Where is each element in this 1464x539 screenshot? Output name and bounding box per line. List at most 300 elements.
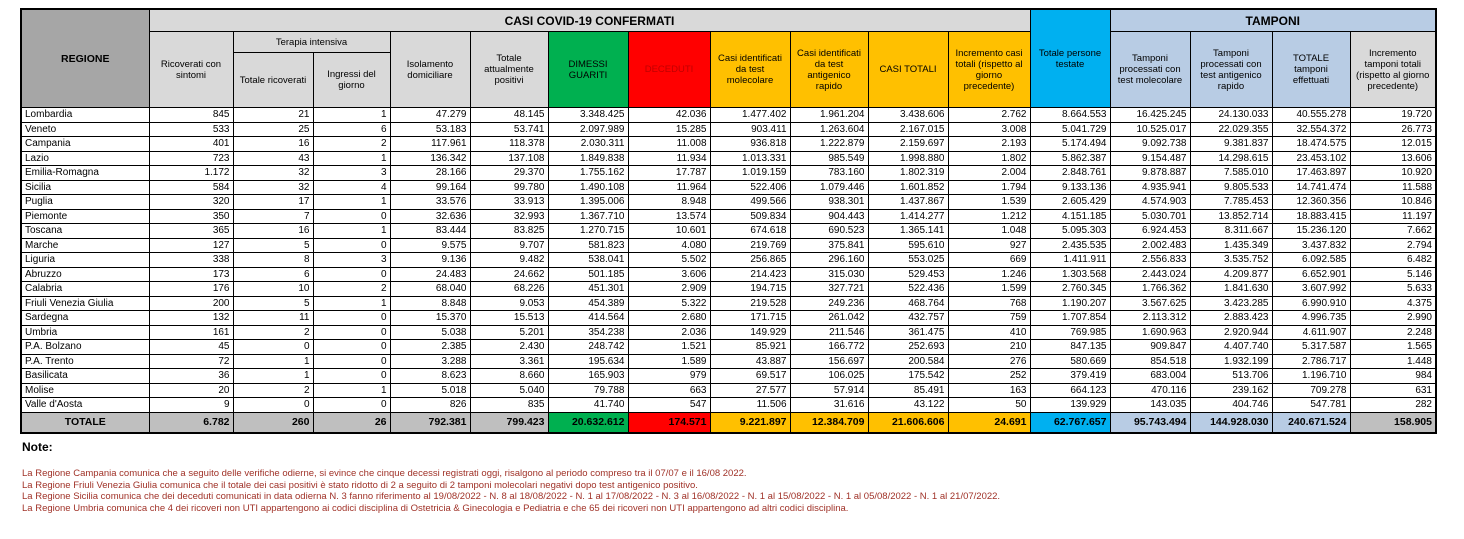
value-cell: 4.996.735 xyxy=(1272,311,1350,326)
table-row xyxy=(21,398,1436,413)
value-cell: 29.370 xyxy=(470,166,548,181)
value-cell: 53.183 xyxy=(390,122,470,137)
value-cell: 48.145 xyxy=(470,108,548,123)
value-cell: 909.847 xyxy=(1110,340,1190,355)
value-cell: 522.406 xyxy=(710,180,790,195)
value-cell: 2.167.015 xyxy=(868,122,948,137)
header-tamponi-molecolare: Tamponi processati con test molecolare xyxy=(1110,32,1190,108)
value-cell: 1.414.277 xyxy=(868,209,948,224)
value-cell: 5.040 xyxy=(470,383,548,398)
value-cell: 904.443 xyxy=(790,209,868,224)
value-cell: 1.932.199 xyxy=(1190,354,1272,369)
header-totale-persone-testate: Totale persone testate xyxy=(1030,9,1110,108)
note-line: La Regione Campania comunica che a seguito delle verifiche odierne, si evince che cinque decessi registrati oggi, risalgono al periodo compreso tra il 07/07 e il 16/08 2022. xyxy=(22,468,747,479)
region-name-cell: Molise xyxy=(21,383,149,398)
value-cell: 210 xyxy=(948,340,1030,355)
region-name-cell: Lombardia xyxy=(21,108,149,123)
value-cell: 2.605.429 xyxy=(1030,195,1110,210)
value-cell: 2.760.345 xyxy=(1030,282,1110,297)
value-cell: 4.611.907 xyxy=(1272,325,1350,340)
value-cell: 1.019.159 xyxy=(710,166,790,181)
table-row xyxy=(21,224,1436,239)
value-cell: 99.164 xyxy=(390,180,470,195)
region-name-cell: P.A. Trento xyxy=(21,354,149,369)
value-cell: 938.301 xyxy=(790,195,868,210)
table-row xyxy=(21,195,1436,210)
table-row xyxy=(21,180,1436,195)
value-cell: 826 xyxy=(390,398,470,413)
value-cell: 522.436 xyxy=(868,282,948,297)
region-name-cell: Marche xyxy=(21,238,149,253)
value-cell: 320 xyxy=(149,195,233,210)
value-cell: 2.159.697 xyxy=(868,137,948,152)
value-cell: 7.585.010 xyxy=(1190,166,1272,181)
value-cell: 903.411 xyxy=(710,122,790,137)
header-terapia-intensiva: Terapia intensiva xyxy=(233,32,390,53)
note-line: La Regione Umbria comunica che 4 dei ricoveri non UTI appartengono ai codici disciplina di Ostetricia & Ginecologia e Pediatria e che 65 dei ricoveri non UTI appartengono ad altri codici disciplina. xyxy=(22,502,849,514)
value-cell: 5.502 xyxy=(628,253,710,268)
value-cell: 470.116 xyxy=(1110,383,1190,398)
value-cell: 513.706 xyxy=(1190,369,1272,384)
table-row xyxy=(21,325,1436,340)
value-cell: 42.036 xyxy=(628,108,710,123)
value-cell: 379.419 xyxy=(1030,369,1110,384)
region-name-cell: Toscana xyxy=(21,224,149,239)
value-cell: 7.785.453 xyxy=(1190,195,1272,210)
region-name-cell: Campania xyxy=(21,137,149,152)
value-cell: 1.539 xyxy=(948,195,1030,210)
value-cell: 9.136 xyxy=(390,253,470,268)
region-name-cell: Emilia-Romagna xyxy=(21,166,149,181)
value-cell: 3.348.425 xyxy=(548,108,628,123)
value-cell: 15.285 xyxy=(628,122,710,137)
value-cell: 3.361 xyxy=(470,354,548,369)
value-cell: 2.883.423 xyxy=(1190,311,1272,326)
value-cell: 214.423 xyxy=(710,267,790,282)
value-cell: 5.322 xyxy=(628,296,710,311)
value-cell: 252 xyxy=(948,369,1030,384)
value-cell: 17 xyxy=(233,195,313,210)
value-cell: 2.786.717 xyxy=(1272,354,1350,369)
value-cell: 16.425.245 xyxy=(1110,108,1190,123)
value-cell: 21 xyxy=(233,108,313,123)
value-cell: 1.437.867 xyxy=(868,195,948,210)
value-cell: 723 xyxy=(149,151,233,166)
value-cell: 2.097.989 xyxy=(548,122,628,137)
value-cell: 1.961.204 xyxy=(790,108,868,123)
value-cell: 2.193 xyxy=(948,137,1030,152)
value-cell: 6 xyxy=(313,122,390,137)
value-cell: 17.787 xyxy=(628,166,710,181)
region-name-cell: Piemonte xyxy=(21,209,149,224)
value-cell: 769.985 xyxy=(1030,325,1110,340)
table-row xyxy=(21,253,1436,268)
value-cell: 2.430 xyxy=(470,340,548,355)
value-cell: 3.423.285 xyxy=(1190,296,1272,311)
value-cell: 1.565 xyxy=(1350,340,1436,355)
value-cell: 11.008 xyxy=(628,137,710,152)
value-cell: 261.042 xyxy=(790,311,868,326)
value-cell: 7 xyxy=(233,209,313,224)
value-cell: 1.521 xyxy=(628,340,710,355)
value-cell: 768 xyxy=(948,296,1030,311)
value-cell: 72 xyxy=(149,354,233,369)
header-incremento-casi: Incremento casi totali (rispetto al giorno precedente) xyxy=(948,32,1030,108)
table-row xyxy=(21,151,1436,166)
value-cell: 24.691 xyxy=(948,412,1030,433)
value-cell: 3.535.752 xyxy=(1190,253,1272,268)
value-cell: 663 xyxy=(628,383,710,398)
value-cell: 1.435.349 xyxy=(1190,238,1272,253)
region-name-cell: Sardegna xyxy=(21,311,149,326)
value-cell: 1.395.006 xyxy=(548,195,628,210)
value-cell: 690.523 xyxy=(790,224,868,239)
value-cell: 24.483 xyxy=(390,267,470,282)
value-cell: 5.095.303 xyxy=(1030,224,1110,239)
value-cell: 144.928.030 xyxy=(1190,412,1272,433)
value-cell: 16 xyxy=(233,224,313,239)
value-cell: 936.818 xyxy=(710,137,790,152)
value-cell: 9.878.887 xyxy=(1110,166,1190,181)
value-cell: 1.490.108 xyxy=(548,180,628,195)
table-row xyxy=(21,166,1436,181)
value-cell: 239.162 xyxy=(1190,383,1272,398)
value-cell: 3.438.606 xyxy=(868,108,948,123)
value-cell: 0 xyxy=(313,209,390,224)
value-cell: 149.929 xyxy=(710,325,790,340)
value-cell: 33.576 xyxy=(390,195,470,210)
value-cell: 249.236 xyxy=(790,296,868,311)
value-cell: 1.849.838 xyxy=(548,151,628,166)
value-cell: 47.279 xyxy=(390,108,470,123)
value-cell: 15.513 xyxy=(470,311,548,326)
value-cell: 847.135 xyxy=(1030,340,1110,355)
value-cell: 3.008 xyxy=(948,122,1030,137)
value-cell: 4.209.877 xyxy=(1190,267,1272,282)
value-cell: 1.998.880 xyxy=(868,151,948,166)
value-cell: 9.092.738 xyxy=(1110,137,1190,152)
table-row xyxy=(21,311,1436,326)
header-ricoverati-sintomi: Ricoverati con sintomi xyxy=(149,32,233,108)
value-cell: 117.961 xyxy=(390,137,470,152)
value-cell: 16 xyxy=(233,137,313,152)
value-cell: 1.196.710 xyxy=(1272,369,1350,384)
value-cell: 5.317.587 xyxy=(1272,340,1350,355)
value-cell: 2 xyxy=(313,137,390,152)
value-cell: 2.004 xyxy=(948,166,1030,181)
value-cell: 669 xyxy=(948,253,1030,268)
value-cell: 2.556.833 xyxy=(1110,253,1190,268)
value-cell: 3.437.832 xyxy=(1272,238,1350,253)
value-cell: 10 xyxy=(233,282,313,297)
value-cell: 6.782 xyxy=(149,412,233,433)
value-cell: 315.030 xyxy=(790,267,868,282)
value-cell: 9.133.136 xyxy=(1030,180,1110,195)
value-cell: 1.246 xyxy=(948,267,1030,282)
value-cell: 12.015 xyxy=(1350,137,1436,152)
table-row xyxy=(21,122,1436,137)
value-cell: 631 xyxy=(1350,383,1436,398)
region-name-cell: Basilicata xyxy=(21,369,149,384)
value-cell: 40.555.278 xyxy=(1272,108,1350,123)
value-cell: 2.030.311 xyxy=(548,137,628,152)
value-cell: 595.610 xyxy=(868,238,948,253)
value-cell: 1.477.402 xyxy=(710,108,790,123)
value-cell: 26 xyxy=(313,412,390,433)
note-line: La Regione Sicilia comunica che dei deceduti comunicati in data odierna N. 3 fanno riferimento al 19/08/2022 - N. 8 al 18/08/2022 - N. 1 al 17/08/2022 - N. 3 al 16/08/2022 - N. 1 al 15/08/2022 - N. 1 al 05/08/2022 - N. 1 al 21/07/2022. xyxy=(22,491,1001,502)
value-cell: 194.715 xyxy=(710,282,790,297)
value-cell: 361.475 xyxy=(868,325,948,340)
value-cell: 0 xyxy=(313,238,390,253)
value-cell: 1 xyxy=(233,369,313,384)
value-cell: 6.924.453 xyxy=(1110,224,1190,239)
value-cell: 240.671.524 xyxy=(1272,412,1350,433)
value-cell: 5.038 xyxy=(390,325,470,340)
value-cell: 28.166 xyxy=(390,166,470,181)
table-row xyxy=(21,238,1436,253)
value-cell: 985.549 xyxy=(790,151,868,166)
value-cell: 45 xyxy=(149,340,233,355)
value-cell: 173 xyxy=(149,267,233,282)
value-cell: 21.606.606 xyxy=(868,412,948,433)
value-cell: 43 xyxy=(233,151,313,166)
notes-lines xyxy=(22,468,1442,514)
value-cell: 200 xyxy=(149,296,233,311)
value-cell: 0 xyxy=(313,311,390,326)
value-cell: 2.113.312 xyxy=(1110,311,1190,326)
value-cell: 161 xyxy=(149,325,233,340)
value-cell: 6.092.585 xyxy=(1272,253,1350,268)
value-cell: 25 xyxy=(233,122,313,137)
value-cell: 9.154.487 xyxy=(1110,151,1190,166)
value-cell: 9.707 xyxy=(470,238,548,253)
value-cell: 674.618 xyxy=(710,224,790,239)
value-cell: 547 xyxy=(628,398,710,413)
value-cell: 9.575 xyxy=(390,238,470,253)
value-cell: 8.660 xyxy=(470,369,548,384)
value-cell: 547.781 xyxy=(1272,398,1350,413)
value-cell: 709.278 xyxy=(1272,383,1350,398)
table-row xyxy=(21,282,1436,297)
value-cell: 1.079.446 xyxy=(790,180,868,195)
value-cell: 15.236.120 xyxy=(1272,224,1350,239)
table-row xyxy=(21,383,1436,398)
value-cell: 4.151.185 xyxy=(1030,209,1110,224)
value-cell: 538.041 xyxy=(548,253,628,268)
table-row xyxy=(21,108,1436,123)
value-cell: 1 xyxy=(313,195,390,210)
value-cell: 127 xyxy=(149,238,233,253)
value-cell: 1 xyxy=(313,224,390,239)
header-totale-attualmente-positivi: Totale attualmente positivi xyxy=(470,32,548,108)
value-cell: 5.146 xyxy=(1350,267,1436,282)
value-cell: 13.574 xyxy=(628,209,710,224)
value-cell: 3 xyxy=(313,166,390,181)
value-cell: 118.378 xyxy=(470,137,548,152)
value-cell: 2.762 xyxy=(948,108,1030,123)
value-cell: 792.381 xyxy=(390,412,470,433)
value-cell: 200.584 xyxy=(868,354,948,369)
value-cell: 10.601 xyxy=(628,224,710,239)
value-cell: 171.715 xyxy=(710,311,790,326)
value-cell: 979 xyxy=(628,369,710,384)
value-cell: 1.589 xyxy=(628,354,710,369)
value-cell: 5.201 xyxy=(470,325,548,340)
value-cell: 1.841.630 xyxy=(1190,282,1272,297)
value-cell: 6 xyxy=(233,267,313,282)
header-totale-ricoverati: Totale ricoverati xyxy=(233,53,313,108)
value-cell: 18.474.575 xyxy=(1272,137,1350,152)
value-cell: 414.564 xyxy=(548,311,628,326)
value-cell: 683.004 xyxy=(1110,369,1190,384)
value-cell: 1.802.319 xyxy=(868,166,948,181)
value-cell: 5.862.387 xyxy=(1030,151,1110,166)
value-cell: 1.222.879 xyxy=(790,137,868,152)
value-cell: 499.566 xyxy=(710,195,790,210)
header-totale-tamponi: TOTALE tamponi effettuati xyxy=(1272,32,1350,108)
value-cell: 219.769 xyxy=(710,238,790,253)
value-cell: 27.577 xyxy=(710,383,790,398)
table-row xyxy=(21,209,1436,224)
region-name-cell: Puglia xyxy=(21,195,149,210)
header-ingressi-giorno: Ingressi del giorno xyxy=(313,53,390,108)
region-name-cell: Veneto xyxy=(21,122,149,137)
value-cell: 8.948 xyxy=(628,195,710,210)
value-cell: 1.802 xyxy=(948,151,1030,166)
value-cell: 2.909 xyxy=(628,282,710,297)
value-cell: 9.805.533 xyxy=(1190,180,1272,195)
value-cell: 9.053 xyxy=(470,296,548,311)
region-name-cell: Friuli Venezia Giulia xyxy=(21,296,149,311)
value-cell: 664.123 xyxy=(1030,383,1110,398)
value-cell: 5 xyxy=(233,296,313,311)
value-cell: 9 xyxy=(149,398,233,413)
value-cell: 553.025 xyxy=(868,253,948,268)
value-cell: 5.018 xyxy=(390,383,470,398)
value-cell: 4 xyxy=(313,180,390,195)
value-cell: 32 xyxy=(233,166,313,181)
value-cell: 143.035 xyxy=(1110,398,1190,413)
value-cell: 375.841 xyxy=(790,238,868,253)
value-cell: 8.623 xyxy=(390,369,470,384)
value-cell: 410 xyxy=(948,325,1030,340)
value-cell: 69.517 xyxy=(710,369,790,384)
value-cell: 31.616 xyxy=(790,398,868,413)
value-cell: 176 xyxy=(149,282,233,297)
value-cell: 252.693 xyxy=(868,340,948,355)
value-cell: 32.636 xyxy=(390,209,470,224)
region-name-cell: P.A. Bolzano xyxy=(21,340,149,355)
value-cell: 2.990 xyxy=(1350,311,1436,326)
value-cell: 1.794 xyxy=(948,180,1030,195)
value-cell: 7.662 xyxy=(1350,224,1436,239)
value-cell: 984 xyxy=(1350,369,1436,384)
value-cell: 276 xyxy=(948,354,1030,369)
value-cell: 529.453 xyxy=(868,267,948,282)
value-cell: 24.130.033 xyxy=(1190,108,1272,123)
value-cell: 0 xyxy=(313,369,390,384)
value-cell: 2.848.761 xyxy=(1030,166,1110,181)
value-cell: 1.601.852 xyxy=(868,180,948,195)
value-cell: 57.914 xyxy=(790,383,868,398)
value-cell: 509.834 xyxy=(710,209,790,224)
value-cell: 1.172 xyxy=(149,166,233,181)
value-cell: 158.905 xyxy=(1350,412,1436,433)
value-cell: 1.365.141 xyxy=(868,224,948,239)
value-cell: 11.964 xyxy=(628,180,710,195)
value-cell: 1 xyxy=(313,108,390,123)
value-cell: 401 xyxy=(149,137,233,152)
covid-regions-table xyxy=(20,8,1437,434)
value-cell: 1.303.568 xyxy=(1030,267,1110,282)
value-cell: 14.741.474 xyxy=(1272,180,1350,195)
value-cell: 163 xyxy=(948,383,1030,398)
value-cell: 1.212 xyxy=(948,209,1030,224)
value-cell: 4.935.941 xyxy=(1110,180,1190,195)
value-cell: 20.632.612 xyxy=(548,412,628,433)
value-cell: 11.588 xyxy=(1350,180,1436,195)
value-cell: 8.848 xyxy=(390,296,470,311)
region-name-cell: Valle d'Aosta xyxy=(21,398,149,413)
value-cell: 166.772 xyxy=(790,340,868,355)
table-row xyxy=(21,354,1436,369)
value-cell: 85.491 xyxy=(868,383,948,398)
value-cell: 174.571 xyxy=(628,412,710,433)
band-casi-confermati: CASI COVID-19 CONFERMATI xyxy=(149,9,1030,32)
notes-section xyxy=(22,440,1442,514)
value-cell: 2 xyxy=(233,325,313,340)
value-cell: 759 xyxy=(948,311,1030,326)
value-cell: 139.929 xyxy=(1030,398,1110,413)
value-cell: 0 xyxy=(313,398,390,413)
value-cell: 165.903 xyxy=(548,369,628,384)
value-cell: 501.185 xyxy=(548,267,628,282)
value-cell: 0 xyxy=(233,398,313,413)
total-row xyxy=(21,412,1436,433)
value-cell: 0 xyxy=(313,340,390,355)
value-cell: 11.934 xyxy=(628,151,710,166)
value-cell: 2.680 xyxy=(628,311,710,326)
value-cell: 95.743.494 xyxy=(1110,412,1190,433)
value-cell: 1.766.362 xyxy=(1110,282,1190,297)
value-cell: 1.448 xyxy=(1350,354,1436,369)
value-cell: 4.407.740 xyxy=(1190,340,1272,355)
value-cell: 195.634 xyxy=(548,354,628,369)
value-cell: 338 xyxy=(149,253,233,268)
value-cell: 17.463.897 xyxy=(1272,166,1350,181)
table-row xyxy=(21,267,1436,282)
value-cell: 19.720 xyxy=(1350,108,1436,123)
value-cell: 3.567.625 xyxy=(1110,296,1190,311)
value-cell: 5.174.494 xyxy=(1030,137,1110,152)
header-tamponi-antigenico: Tamponi processati con test antigenico rapido xyxy=(1190,32,1272,108)
table-header xyxy=(21,9,1436,108)
value-cell: 4.375 xyxy=(1350,296,1436,311)
value-cell: 12.360.356 xyxy=(1272,195,1350,210)
value-cell: 799.423 xyxy=(470,412,548,433)
value-cell: 43.887 xyxy=(710,354,790,369)
value-cell: 83.444 xyxy=(390,224,470,239)
value-cell: 0 xyxy=(313,325,390,340)
value-cell: 1 xyxy=(313,151,390,166)
value-cell: 581.823 xyxy=(548,238,628,253)
value-cell: 6.990.910 xyxy=(1272,296,1350,311)
value-cell: 1.270.715 xyxy=(548,224,628,239)
region-name-cell: Abruzzo xyxy=(21,267,149,282)
header-incremento-tamponi: Incremento tamponi totali (rispetto al giorno precedente) xyxy=(1350,32,1436,108)
table-row xyxy=(21,137,1436,152)
region-name-cell: Sicilia xyxy=(21,180,149,195)
